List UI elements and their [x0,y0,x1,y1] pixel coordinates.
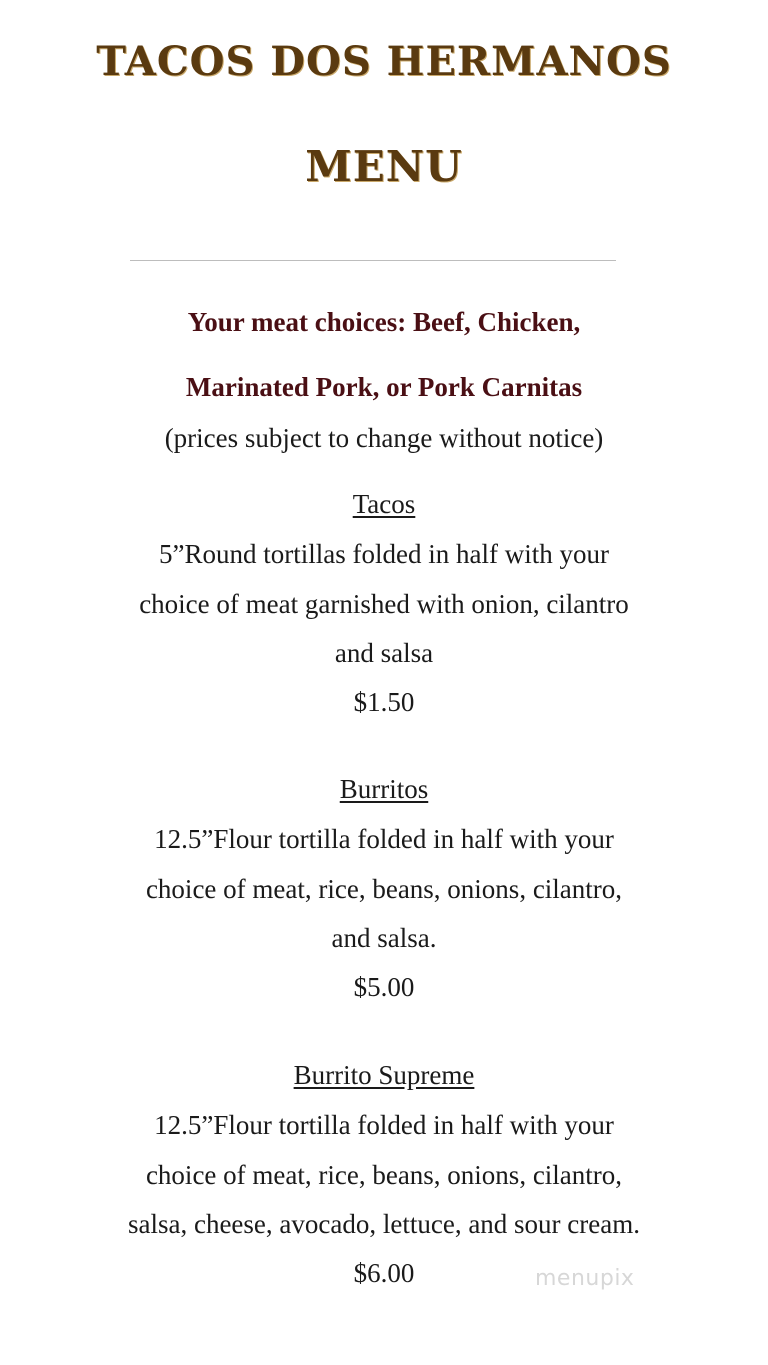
price-notice: (prices subject to change without notice) [164,423,604,453]
watermark-logo: menupix [535,1266,635,1291]
burrito-supreme-description-line: choice of meat, rice, beans, onions, cilantro, [145,1160,623,1190]
tacos-description-line: choice of meat garnished with onion, cilantro [139,589,629,619]
burrito-supreme-price: $6.00 [353,1258,415,1288]
meat-choices-line-2: Marinated Pork, or Pork Carnitas [185,372,583,402]
restaurant-title: TACOS DOS HERMANOS [96,38,672,85]
section-title-burritos: Burritos [339,774,429,804]
burritos-price: $5.00 [353,972,415,1002]
tacos-price: $1.50 [353,687,415,717]
menu-heading: MENU [305,142,463,191]
meat-choices-line-1: Your meat choices: Beef, Chicken, [187,307,581,337]
section-title-burrito-supreme: Burrito Supreme [293,1060,475,1090]
section-title-tacos: Tacos [352,489,416,519]
burritos-description-line: 12.5”Flour tortilla folded in half with your [154,824,614,854]
tacos-description-line: and salsa [334,638,434,668]
divider [130,260,616,261]
burritos-description-line: choice of meat, rice, beans, onions, cilantro, [145,874,623,904]
tacos-description-line: 5”Round tortillas folded in half with your [159,539,609,569]
burrito-supreme-description-line: salsa, cheese, avocado, lettuce, and sour cream. [127,1209,640,1239]
burrito-supreme-description-line: 12.5”Flour tortilla folded in half with your [154,1110,614,1140]
burritos-description-line: and salsa. [331,923,437,953]
